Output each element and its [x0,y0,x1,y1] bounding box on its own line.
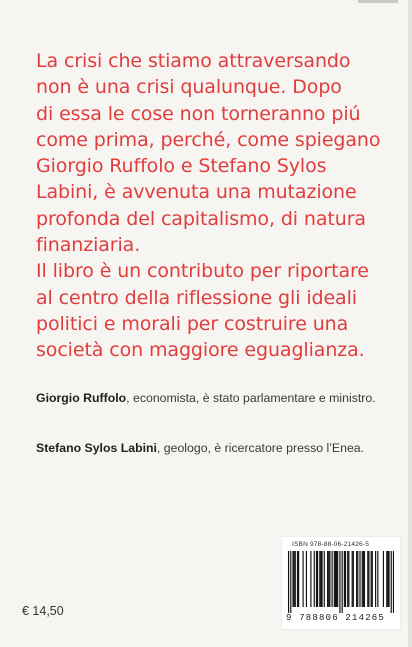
blurb-paragraph-2: Il libro è un contributo per riportare al centro della riflessione gli ideali politici e morali per costruire una società con maggiore eguaglianza. [36,260,369,362]
barcode-bar [303,551,304,607]
barcode-bar [357,551,358,607]
barcode-bar [348,551,349,607]
barcode-bar [362,551,363,607]
barcode-bar [386,551,387,607]
barcode-panel [281,536,401,630]
barcode-bar [332,551,333,607]
barcode-bar [368,551,369,607]
blurb-text [36,48,386,364]
barcode-bar [317,551,318,607]
author-name: Stefano Sylos Labini [36,441,157,455]
barcode-bar [314,551,315,607]
barcode-bar [377,551,378,607]
barcode-bar [306,551,307,607]
barcode-bar [372,551,373,607]
barcode-bar [387,551,388,607]
barcode-bar [363,551,364,607]
barcode-bar [324,551,325,607]
cover-top-edge [358,0,398,3]
barcode-bar [356,551,357,607]
barcode-bar [345,551,346,607]
barcode-bar [352,551,353,607]
barcode-bar [371,551,372,607]
barcode-bar [359,551,360,607]
barcode-bar [393,551,394,613]
barcode-bar [339,551,340,613]
isbn-label: ISBN 978-88-06-21426-5 [292,541,370,548]
barcode-bar [344,551,345,607]
barcode-bar [383,551,384,607]
blurb-paragraph-1: La crisi che stiamo attraversando non è una crisi qualunque. Dopo di essa le cose non torneranno piú come prima, perché, come spiegano Giorgio Ruffolo e Stefano Sylos Labini, è avvenuta una mutazione profonda del capitalismo, di natura finanziaria. [36,50,381,257]
barcode-bar [391,551,392,613]
barcode-bar [342,551,343,613]
barcode-bar [364,551,365,607]
ean-digits: 9 788806 214265 [286,613,386,623]
author-bio-ruffolo [36,390,376,407]
author-description: , economista, è stato parlamentare e ministro. [126,391,376,405]
price-label: € 14,50 [22,604,64,618]
barcode-bar [353,551,354,607]
barcode-bar [329,551,330,607]
barcode-bar [367,551,368,607]
barcode-bar [297,551,298,607]
barcode-bar [294,551,295,607]
barcode-bar [388,551,389,607]
barcode-bar [375,551,376,607]
barcode-icon [288,551,394,613]
barcode-bar [310,551,311,607]
barcode-bar [327,551,328,607]
barcode-bar [328,551,329,607]
barcode-bar [316,551,317,607]
barcode-bar [335,551,336,607]
barcode-bar [334,551,335,607]
barcode-bar [298,551,299,607]
author-bio-sylos-labini [36,440,376,457]
barcode-bar [347,551,348,607]
barcode-bar [321,551,322,607]
barcode-bar [336,551,337,607]
barcode-bar [288,551,289,613]
barcode-bar [337,551,338,607]
barcode-bar [295,551,296,607]
author-name: Giorgio Ruffolo [36,391,127,405]
barcode-bar [319,551,320,607]
author-description: , geologo, è ricercatore presso l’Enea. [156,441,365,455]
barcode-bar [320,551,321,607]
barcode-bar [290,551,291,613]
barcode-bar [292,551,293,607]
